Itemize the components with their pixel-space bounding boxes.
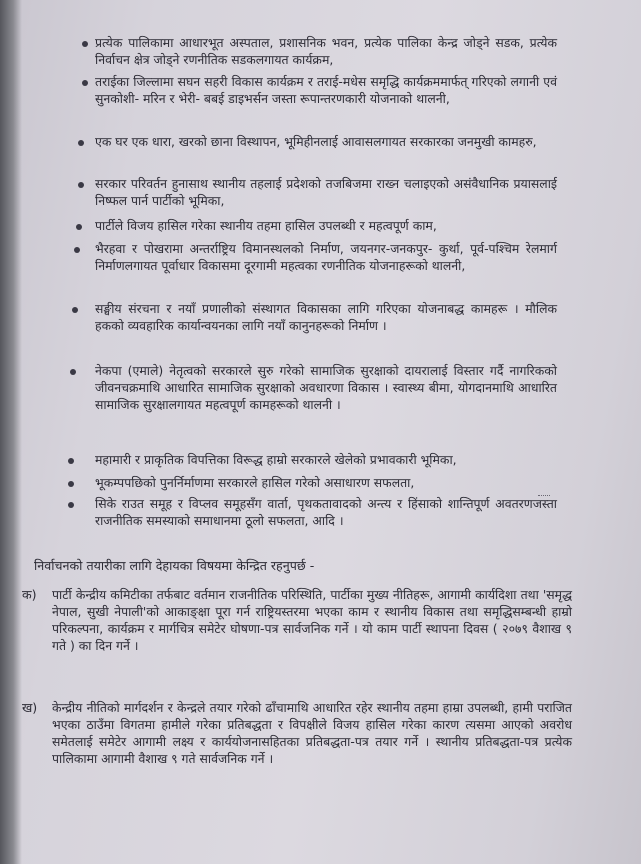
list-item: एक घर एक धारा, खरको छाना विस्थापन, भूमिहीनलाई आवासलगायत सरकारका जनमुखी कामहरु,: [95, 134, 537, 149]
point-text: पार्टी केन्द्रीय कमिटीका तर्फबाट वर्तमान राजनीतिक परिस्थिति, पार्टीका मुख्य नीतिहरू, आगामी कार्यदिशा तथा 'समृद्ध नेपाल, सुखी नेपाली'को आकाङ्क्षा पूरा गर्न राष्ट्रियस्तरमा भएका काम र स्थानीय विकास तथा समृद्धिसम्बन्धी हाम्रो परिकल्पना, कार्यक्रम र मार्गचित्र समेटेर घोषणा-पत्र सार्वजनिक गर्ने । यो काम पार्टी स्थापना दिवस ( २०७९ वैशाख ९ गते ) का दिन गर्ने ।: [52, 587, 572, 653]
bullet-marker: [70, 369, 76, 375]
list-item: तराईका जिल्लामा सघन सहरी विकास कार्यक्रम र तराई-मधेस समृद्धि कार्यक्रममार्फत् गरिएको लगानी एवं सुनकोशी- मरिन र भेरी- बबई डाइभर्सन जस्ता रूपान्तरणकारी योजनाको थालनी,: [95, 74, 557, 106]
list-item: सङ्घीय संरचना र नयाँ प्रणालीको संस्थागत विकासका लागि गरिएका योजनाबद्ध कामहरू । मौलिक हकको व्यवहारिक कार्यान्वयनका लागि नयाँ कानुनहरूको निर्माण ।: [95, 301, 557, 333]
paper-mark: [538, 495, 550, 499]
section-heading: निर्वाचनको तयारीका लागि देहायका विषयमा केन्द्रित रहनुपर्छ -: [34, 558, 315, 573]
list-item: सिके राउत समूह र विप्लव समूहसँग वार्ता, पृथकतावादको अन्त्य र हिंसाको शान्तिपूर्ण अवतरणजस्ता राजनीतिक समस्याको समाधानमा ठूलो सफलता, आदि ।: [95, 496, 557, 528]
bullet-marker: [76, 224, 82, 230]
list-item: महामारी र प्राकृतिक विपत्तिका विरूद्ध हाम्रो सरकारले खेलेको प्रभावकारी भूमिका,: [95, 452, 457, 467]
list-item: प्रत्येक पालिकामा आधारभूत अस्पताल, प्रशासनिक भवन, प्रत्येक पालिका केन्द्र जोड्ने सडक, प्रत्येक निर्वाचन क्षेत्र जोड्ने रणनीतिक सडकलगायत कार्यक्रम,: [95, 35, 557, 67]
list-item: नेकपा (एमाले) नेतृत्वको सरकारले सुरु गरेको सामाजिक सुरक्षाको दायरालाई विस्तार गर्दै नागरिकको जीवनचक्रमाथि आधारित सामाजिक सुरक्षाको अवधारणा विकास । स्वास्थ्य बीमा, योगदानमाथि आधारित सामाजिक सुरक्षालगायत महत्वपूर्ण कामहरूको थालनी ।: [95, 363, 557, 412]
point-marker: क): [22, 587, 37, 602]
bullet-marker: [74, 247, 80, 253]
list-item: भैरहवा र पोखरामा अन्तर्राष्ट्रिय विमानस्थलको निर्माण, जयनगर-जनकपुर- कुर्था, पूर्व-पश्चिम रेलमार्ग निर्माणलगायत पूर्वाधार विकासमा दूरगामी महत्वका रणनीतिक योजनाहरूको थालनी,: [95, 241, 557, 273]
bullet-marker: [68, 481, 74, 487]
bullet-marker: [78, 182, 84, 188]
bullet-marker: [82, 80, 88, 86]
list-item: पार्टीले विजय हासिल गरेका स्थानीय तहमा हासिल उपलब्धी र महत्वपूर्ण काम,: [95, 218, 437, 233]
bullet-marker: [68, 502, 74, 508]
list-item: सरकार परिवर्तन हुनासाथ स्थानीय तहलाई प्रदेशको तजबिजमा राख्न चलाइएको असंवैधानिक प्रयासलाई निष्फल पार्न पार्टीको भूमिका,: [95, 176, 557, 208]
bullet-marker: [82, 41, 88, 47]
bullet-marker: [78, 140, 84, 146]
bullet-marker: [72, 307, 78, 313]
bullet-marker: [68, 458, 74, 464]
list-item: भूकम्पपछिको पुनर्निर्माणमा सरकारले हासिल गरेको असाधारण सफलता,: [95, 475, 415, 490]
point-text: केन्द्रीय नीतिको मार्गदर्शन र केन्द्रले तयार गरेको ढाँचामाथि आधारित रहेर स्थानीय तहमा हाम्रा उपलब्धी, हामी पराजित भएका ठाउँमा विगतमा हामीले गरेका प्रतिबद्धता र विपक्षीले विजय हासिल गरेका कारण त्यसमा आएको अवरोध समेतलाई समेटेर आगामी लक्ष्य र कार्ययोजनासहितका प्रतिबद्धता-पत्र तयार गर्ने । स्थानीय प्रतिबद्धता-पत्र प्रत्येक पालिकामा आगामी वैशाख ९ गते सार्वजनिक गर्ने ।: [52, 700, 572, 766]
point-marker: ख): [22, 700, 38, 715]
